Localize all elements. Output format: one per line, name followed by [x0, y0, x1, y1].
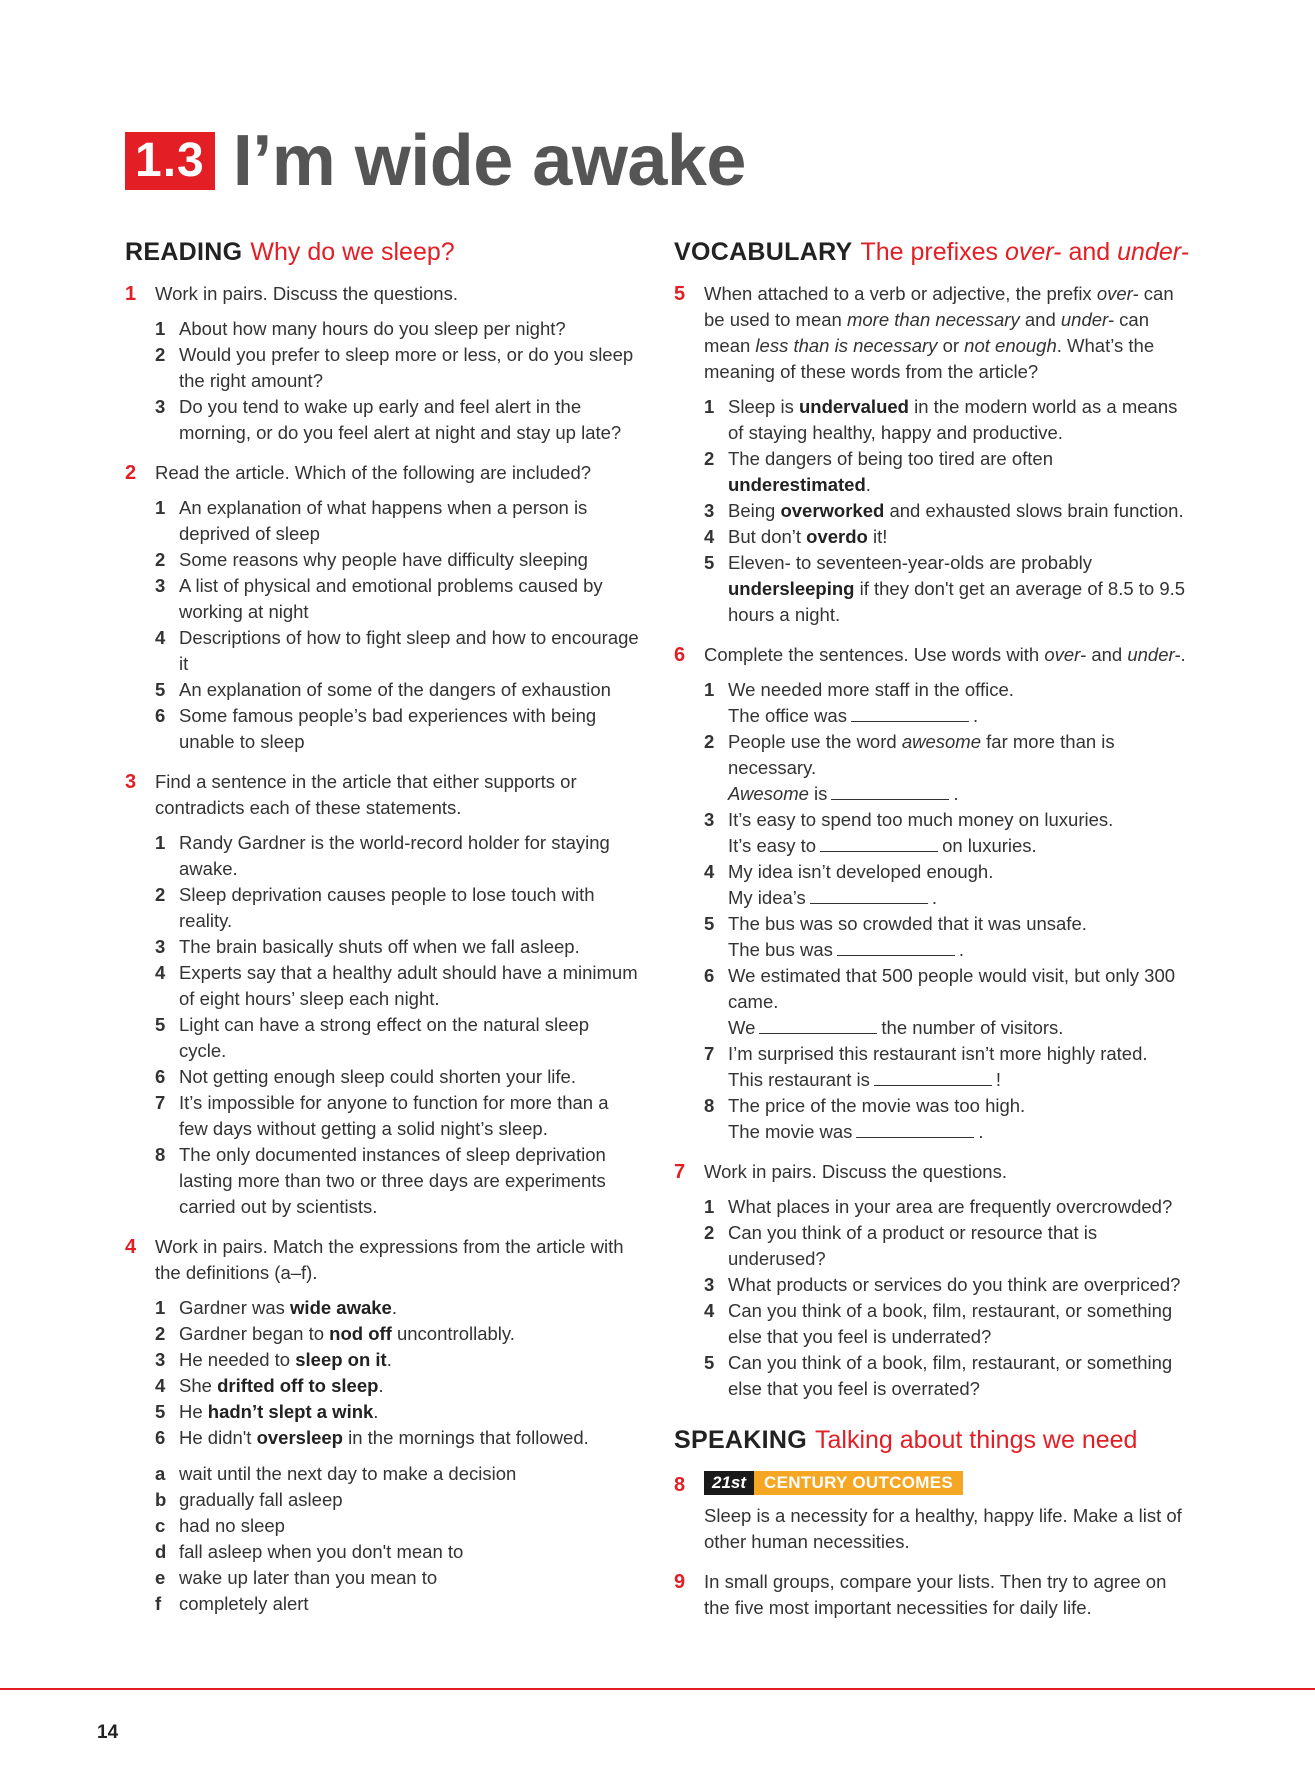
item-number: 5: [155, 1014, 166, 1035]
item-number: 1: [155, 318, 166, 339]
item-text: gradually fall asleep: [179, 1489, 343, 1510]
list-item: [155, 882, 640, 934]
item-letter: f: [155, 1593, 162, 1614]
item-text: Do you tend to wake up early and feel alert in the morning, or do you feel alert at night and stay up late?: [179, 396, 622, 443]
completion-line: [728, 885, 1194, 911]
reading-heading: [125, 238, 640, 267]
item-text: She: [179, 1375, 218, 1396]
list-item: [704, 1272, 1194, 1298]
vocabulary-heading: [674, 238, 1194, 267]
completion-line: [728, 1067, 1194, 1093]
item-text: .: [373, 1401, 379, 1422]
instruction-text: Complete the sentences. Use words with: [704, 644, 1045, 665]
list-item: [155, 830, 640, 882]
list-item: [155, 934, 640, 960]
question-list: [155, 316, 640, 446]
item-text: .: [958, 939, 965, 960]
speaking-subtitle: Talking about things we need: [814, 1426, 1138, 1454]
list-item: [155, 1347, 640, 1373]
item-text: completely alert: [179, 1593, 309, 1614]
item-text: .: [386, 1349, 392, 1370]
list-item: [155, 1012, 640, 1064]
item-number: 4: [704, 861, 715, 882]
item-text: fall asleep when you don't mean to: [179, 1541, 464, 1562]
item-letter: e: [155, 1567, 166, 1588]
instruction-text: .: [1180, 644, 1186, 665]
list-item: [155, 1373, 640, 1399]
answer-blank[interactable]: [831, 782, 949, 800]
item-letter: d: [155, 1541, 167, 1562]
item-text: He didn't: [179, 1427, 257, 1448]
item-text: A list of physical and emotional problems caused by working at night: [179, 575, 603, 622]
item-text: It’s easy to: [728, 835, 817, 856]
definition-list: [155, 1461, 640, 1617]
item-text: !: [995, 1069, 1002, 1090]
list-item: [704, 1350, 1194, 1402]
list-item: [155, 677, 640, 703]
item-number: 4: [704, 526, 715, 547]
item-text: .: [931, 887, 937, 908]
exercise-number: 6: [674, 644, 686, 666]
completion-line: [728, 703, 1194, 729]
item-text: Gardner began to: [179, 1323, 330, 1344]
item-text: The brain basically shuts off when we fall asleep.: [179, 936, 580, 957]
list-item: [155, 1142, 640, 1220]
item-number: 2: [704, 731, 715, 752]
list-item: [155, 1513, 640, 1539]
expression: sleep on it: [295, 1349, 387, 1370]
prompt-sentence: The price of the movie was too high.: [728, 1095, 1026, 1116]
answer-blank[interactable]: [820, 834, 938, 852]
exercise-number: 8: [674, 1474, 686, 1496]
badge-21st: 21st: [704, 1471, 754, 1495]
exercise-number: 5: [674, 283, 686, 305]
item-text: if they don't get an average of 8.5 to 9.5 hours a night.: [728, 578, 1186, 625]
item-text: on luxuries.: [942, 835, 1037, 856]
list-item: [704, 524, 1194, 550]
prompt-sentence: My idea isn’t developed enough.: [728, 861, 994, 882]
item-number: 4: [155, 627, 166, 648]
item-text: Descriptions of how to fight sleep and how to encourage it: [179, 627, 639, 674]
item-number: 1: [155, 832, 166, 853]
item-number: 4: [155, 1375, 166, 1396]
statement-list: [155, 830, 640, 1220]
page-number: 14: [97, 1722, 119, 1743]
item-letter: c: [155, 1515, 166, 1536]
right-column: [674, 238, 1194, 1621]
exercise-instruction: Work in pairs. Discuss the questions.: [155, 283, 458, 304]
list-item: [155, 1487, 640, 1513]
exercise-instruction: Sleep is a necessity for a healthy, happy life. Make a list of other human necessities.: [704, 1505, 1182, 1552]
item-number: 3: [704, 1274, 715, 1295]
item-text: Randy Gardner is the world-record holder for staying awake.: [179, 832, 610, 879]
item-text: wake up later than you mean to: [179, 1567, 438, 1588]
reading-subtitle: Why do we sleep?: [250, 238, 455, 266]
target-word: overworked: [780, 500, 885, 521]
list-item: [704, 446, 1194, 498]
list-item: [704, 1093, 1194, 1145]
list-item: [155, 547, 640, 573]
target-word: underestimated: [728, 474, 866, 495]
item-text: The movie was: [728, 1121, 853, 1142]
answer-blank[interactable]: [874, 1068, 992, 1086]
item-number: 6: [704, 965, 715, 986]
instruction-text: and: [1086, 644, 1128, 665]
instruction-italic: not enough: [964, 335, 1057, 356]
item-number: 3: [155, 575, 166, 596]
item-text: .: [978, 1121, 984, 1142]
exercise-number: 7: [674, 1161, 686, 1183]
list-item: [704, 1298, 1194, 1350]
item-number: 3: [704, 500, 715, 521]
answer-blank[interactable]: [810, 886, 928, 904]
item-number: 6: [155, 1427, 166, 1448]
item-text: Can you think of a book, film, restaurant, or something else that you feel is underrated?: [728, 1300, 1173, 1347]
exercise-number: 2: [125, 462, 137, 484]
list-item: [155, 625, 640, 677]
list-item: [155, 1461, 640, 1487]
exercise-instruction: Find a sentence in the article that either supports or contradicts each of these statements.: [155, 771, 577, 818]
item-number: 2: [155, 344, 166, 365]
item-number: 5: [704, 552, 715, 573]
exercise-instruction: [704, 281, 1194, 385]
expression-list: [155, 1295, 640, 1451]
item-text: Can you think of a book, film, restaurant, or something else that you feel is overrated?: [728, 1352, 1173, 1399]
sentence-list: [704, 677, 1194, 1145]
list-item: [704, 911, 1194, 963]
expression: nod off: [329, 1323, 392, 1344]
list-item: [704, 963, 1194, 1041]
item-text: wait until the next day to make a decision: [179, 1463, 517, 1484]
instruction-italic: over-: [1044, 644, 1087, 665]
question-list: [704, 1194, 1194, 1402]
item-text: The bus was: [728, 939, 833, 960]
expression: oversleep: [256, 1427, 343, 1448]
item-text: far more than is necessary.: [728, 731, 1115, 778]
item-text: Experts say that a healthy adult should have a minimum of eight hours’ sleep each night.: [179, 962, 638, 1009]
list-item: [155, 1399, 640, 1425]
item-text: it!: [867, 526, 888, 547]
prompt-sentence: The bus was so crowded that it was unsafe.: [728, 913, 1087, 934]
instruction-text: or: [937, 335, 965, 356]
speaking-keyword: SPEAKING: [674, 1426, 807, 1454]
item-text: in the modern world as a means of staying healthy, happy and productive.: [728, 396, 1178, 443]
list-item: [155, 1565, 640, 1591]
left-column: [125, 238, 640, 1617]
exercise-instruction: Work in pairs. Discuss the questions.: [704, 1161, 1007, 1182]
item-italic: awesome: [901, 731, 981, 752]
item-number: 2: [704, 1222, 715, 1243]
item-text: Gardner was: [179, 1297, 291, 1318]
prompt-sentence: We estimated that 500 people would visit, but only 300 came.: [728, 965, 1176, 1012]
target-word: undervalued: [798, 396, 909, 417]
item-text: Not getting enough sleep could shorten your life.: [179, 1066, 576, 1087]
page-header: [125, 118, 746, 204]
exercise-number: 3: [125, 771, 137, 793]
item-text: .: [865, 474, 871, 495]
list-item: [155, 1295, 640, 1321]
list-item: [155, 495, 640, 547]
completion-line: [728, 1119, 1194, 1145]
exercise-7: [674, 1159, 1194, 1402]
completion-line: [728, 1015, 1194, 1041]
item-text: Some famous people’s bad experiences with being unable to sleep: [179, 705, 597, 752]
item-text: Being: [728, 500, 781, 521]
instruction-text: can mean: [704, 309, 1150, 356]
exercise-instruction: In small groups, compare your lists. Then try to agree on the five most important necessities for daily life.: [704, 1571, 1167, 1618]
item-number: 8: [704, 1095, 715, 1116]
item-text: About how many hours do you sleep per night?: [179, 318, 566, 339]
prompt-sentence: [728, 729, 1194, 781]
instruction-italic: more than necessary: [846, 309, 1020, 330]
item-text: The office was: [728, 705, 847, 726]
list-item: [155, 1539, 640, 1565]
item-number: 6: [155, 1066, 166, 1087]
item-text: People use the word: [728, 731, 902, 752]
item-number: 3: [155, 1349, 166, 1370]
instruction-text: . What’s the meaning of these words from the article?: [704, 335, 1155, 382]
badge-outcomes: CENTURY OUTCOMES: [754, 1471, 963, 1495]
exercise-2: [125, 460, 640, 755]
expression: hadn’t slept a wink: [207, 1401, 374, 1422]
answer-blank[interactable]: [856, 1120, 974, 1138]
item-text: Would you prefer to sleep more or less, or do you sleep the right amount?: [179, 344, 634, 391]
list-item: [155, 1591, 640, 1617]
item-text: Some reasons why people have difficulty sleeping: [179, 549, 588, 570]
list-item: [155, 394, 640, 446]
subtitle-prefix: under-: [1117, 238, 1189, 266]
item-number: 1: [155, 497, 166, 518]
item-text: Can you think of a product or resource that is underused?: [728, 1222, 1098, 1269]
exercise-number: 1: [125, 283, 137, 305]
item-letter: a: [155, 1463, 166, 1484]
item-text: and exhausted slows brain function.: [884, 500, 1184, 521]
century-outcomes-badge: [704, 1471, 963, 1495]
subtitle-text: and: [1061, 238, 1118, 266]
item-number: 2: [155, 1323, 166, 1344]
list-item: [155, 703, 640, 755]
target-word: undersleeping: [728, 578, 855, 599]
item-text: But don’t: [728, 526, 807, 547]
list-item: [155, 1090, 640, 1142]
completion-line: [728, 781, 1194, 807]
subtitle-text: The prefixes: [860, 238, 1005, 266]
list-item: [704, 807, 1194, 859]
item-text: .: [391, 1297, 397, 1318]
item-number: 5: [155, 1401, 166, 1422]
page-title: I’m wide awake: [232, 121, 746, 201]
instruction-italic: under-: [1127, 644, 1181, 665]
instruction-text: can be used to mean: [704, 283, 1174, 330]
item-text: What products or services do you think are overpriced?: [728, 1274, 1181, 1295]
unit-badge: 1.3: [125, 132, 215, 190]
item-number: 7: [704, 1043, 715, 1064]
item-text: in the mornings that followed.: [342, 1427, 589, 1448]
item-number: 4: [155, 962, 166, 983]
exercise-9: [674, 1569, 1194, 1621]
completion-line: [728, 833, 1194, 859]
instruction-italic: under-: [1060, 309, 1115, 330]
item-text: An explanation of what happens when a person is deprived of sleep: [179, 497, 588, 544]
question-list: [155, 495, 640, 755]
footer-rule: [0, 1688, 1315, 1690]
item-letter: b: [155, 1489, 167, 1510]
instruction-italic: less than is necessary: [755, 335, 938, 356]
item-text: the number of visitors.: [881, 1017, 1064, 1038]
exercise-6: [674, 642, 1194, 1145]
instruction-italic: over-: [1096, 283, 1139, 304]
exercise-1: [125, 281, 640, 446]
expression: wide awake: [290, 1297, 392, 1318]
list-item: [704, 1041, 1194, 1093]
instruction-text: and: [1019, 309, 1061, 330]
item-number: 5: [155, 679, 166, 700]
item-number: 3: [704, 809, 715, 830]
item-text: Light can have a strong effect on the natural sleep cycle.: [179, 1014, 590, 1061]
exercise-number: 4: [125, 1236, 137, 1258]
exercise-5: [674, 281, 1194, 628]
item-number: 1: [155, 1297, 166, 1318]
list-item: [155, 316, 640, 342]
item-italic: Awesome: [728, 783, 809, 804]
item-number: 2: [155, 549, 166, 570]
list-item: [704, 394, 1194, 446]
exercise-3: [125, 769, 640, 1220]
prompt-sentence: We needed more staff in the office.: [728, 679, 1014, 700]
item-number: 1: [704, 396, 715, 417]
exercise-instruction: [704, 642, 1194, 668]
list-item: [155, 1321, 640, 1347]
list-item: [704, 1220, 1194, 1272]
item-text: Eleven- to seventeen-year-olds are probably: [728, 552, 1093, 573]
list-item: [155, 573, 640, 625]
item-number: 5: [704, 1352, 715, 1373]
exercise-4: [125, 1234, 640, 1617]
item-text: Sleep is: [728, 396, 799, 417]
item-number: 2: [155, 884, 166, 905]
expression: drifted off to sleep: [217, 1375, 379, 1396]
list-item: [155, 342, 640, 394]
list-item: [704, 729, 1194, 807]
exercise-number: 9: [674, 1571, 686, 1593]
reading-keyword: READING: [125, 238, 243, 266]
prompt-sentence: It’s easy to spend too much money on luxuries.: [728, 809, 1114, 830]
answer-blank[interactable]: [837, 938, 955, 956]
item-number: 1: [704, 1196, 715, 1217]
item-text: .: [953, 783, 959, 804]
item-text: is: [808, 783, 828, 804]
item-text: The dangers of being too tired are often: [728, 448, 1053, 469]
exercise-instruction: Read the article. Which of the following are included?: [155, 462, 592, 483]
list-item: [704, 677, 1194, 729]
answer-blank[interactable]: [759, 1016, 877, 1034]
list-item: [704, 1194, 1194, 1220]
prompt-sentence: I’m surprised this restaurant isn’t more highly rated.: [728, 1043, 1148, 1064]
item-number: 8: [155, 1144, 166, 1165]
item-number: 3: [155, 936, 166, 957]
list-item: [704, 498, 1194, 524]
item-text: My idea’s: [728, 887, 806, 908]
list-item: [155, 1064, 640, 1090]
vocabulary-keyword: VOCABULARY: [674, 238, 853, 266]
exercise-8: [674, 1469, 1194, 1555]
item-text: had no sleep: [179, 1515, 285, 1536]
list-item: [704, 550, 1194, 628]
item-text: What places in your area are frequently overcrowded?: [728, 1196, 1173, 1217]
exercise-instruction: Work in pairs. Match the expressions from the article with the definitions (a–f).: [155, 1236, 624, 1283]
instruction-text: When attached to a verb or adjective, the prefix: [704, 283, 1097, 304]
list-item: [155, 960, 640, 1012]
item-text: .: [972, 705, 979, 726]
list-item: [704, 859, 1194, 911]
answer-blank[interactable]: [851, 704, 969, 722]
item-number: 4: [704, 1300, 715, 1321]
target-word: overdo: [806, 526, 868, 547]
item-text: uncontrollably.: [391, 1323, 515, 1344]
item-number: 2: [704, 448, 715, 469]
item-text: We: [728, 1017, 756, 1038]
item-text: The only documented instances of sleep deprivation lasting more than two or three days are experiments carried out by scientists.: [179, 1144, 606, 1217]
vocabulary-subtitle: [860, 238, 1188, 266]
subtitle-prefix: over-: [1004, 238, 1062, 266]
item-number: 3: [155, 396, 166, 417]
item-text: It’s impossible for anyone to function for more than a few days without getting a solid night’s sleep.: [179, 1092, 609, 1139]
item-text: An explanation of some of the dangers of exhaustion: [179, 679, 611, 700]
item-text: This restaurant is: [728, 1069, 870, 1090]
word-list: [704, 394, 1194, 628]
item-text: Sleep deprivation causes people to lose touch with reality.: [179, 884, 595, 931]
completion-line: [728, 937, 1194, 963]
list-item: [155, 1425, 640, 1451]
item-number: 6: [155, 705, 166, 726]
item-text: He needed to: [179, 1349, 296, 1370]
item-text: .: [378, 1375, 384, 1396]
item-number: 7: [155, 1092, 166, 1113]
item-number: 5: [704, 913, 715, 934]
item-number: 1: [704, 679, 715, 700]
speaking-heading: [674, 1426, 1194, 1455]
item-text: He: [179, 1401, 208, 1422]
